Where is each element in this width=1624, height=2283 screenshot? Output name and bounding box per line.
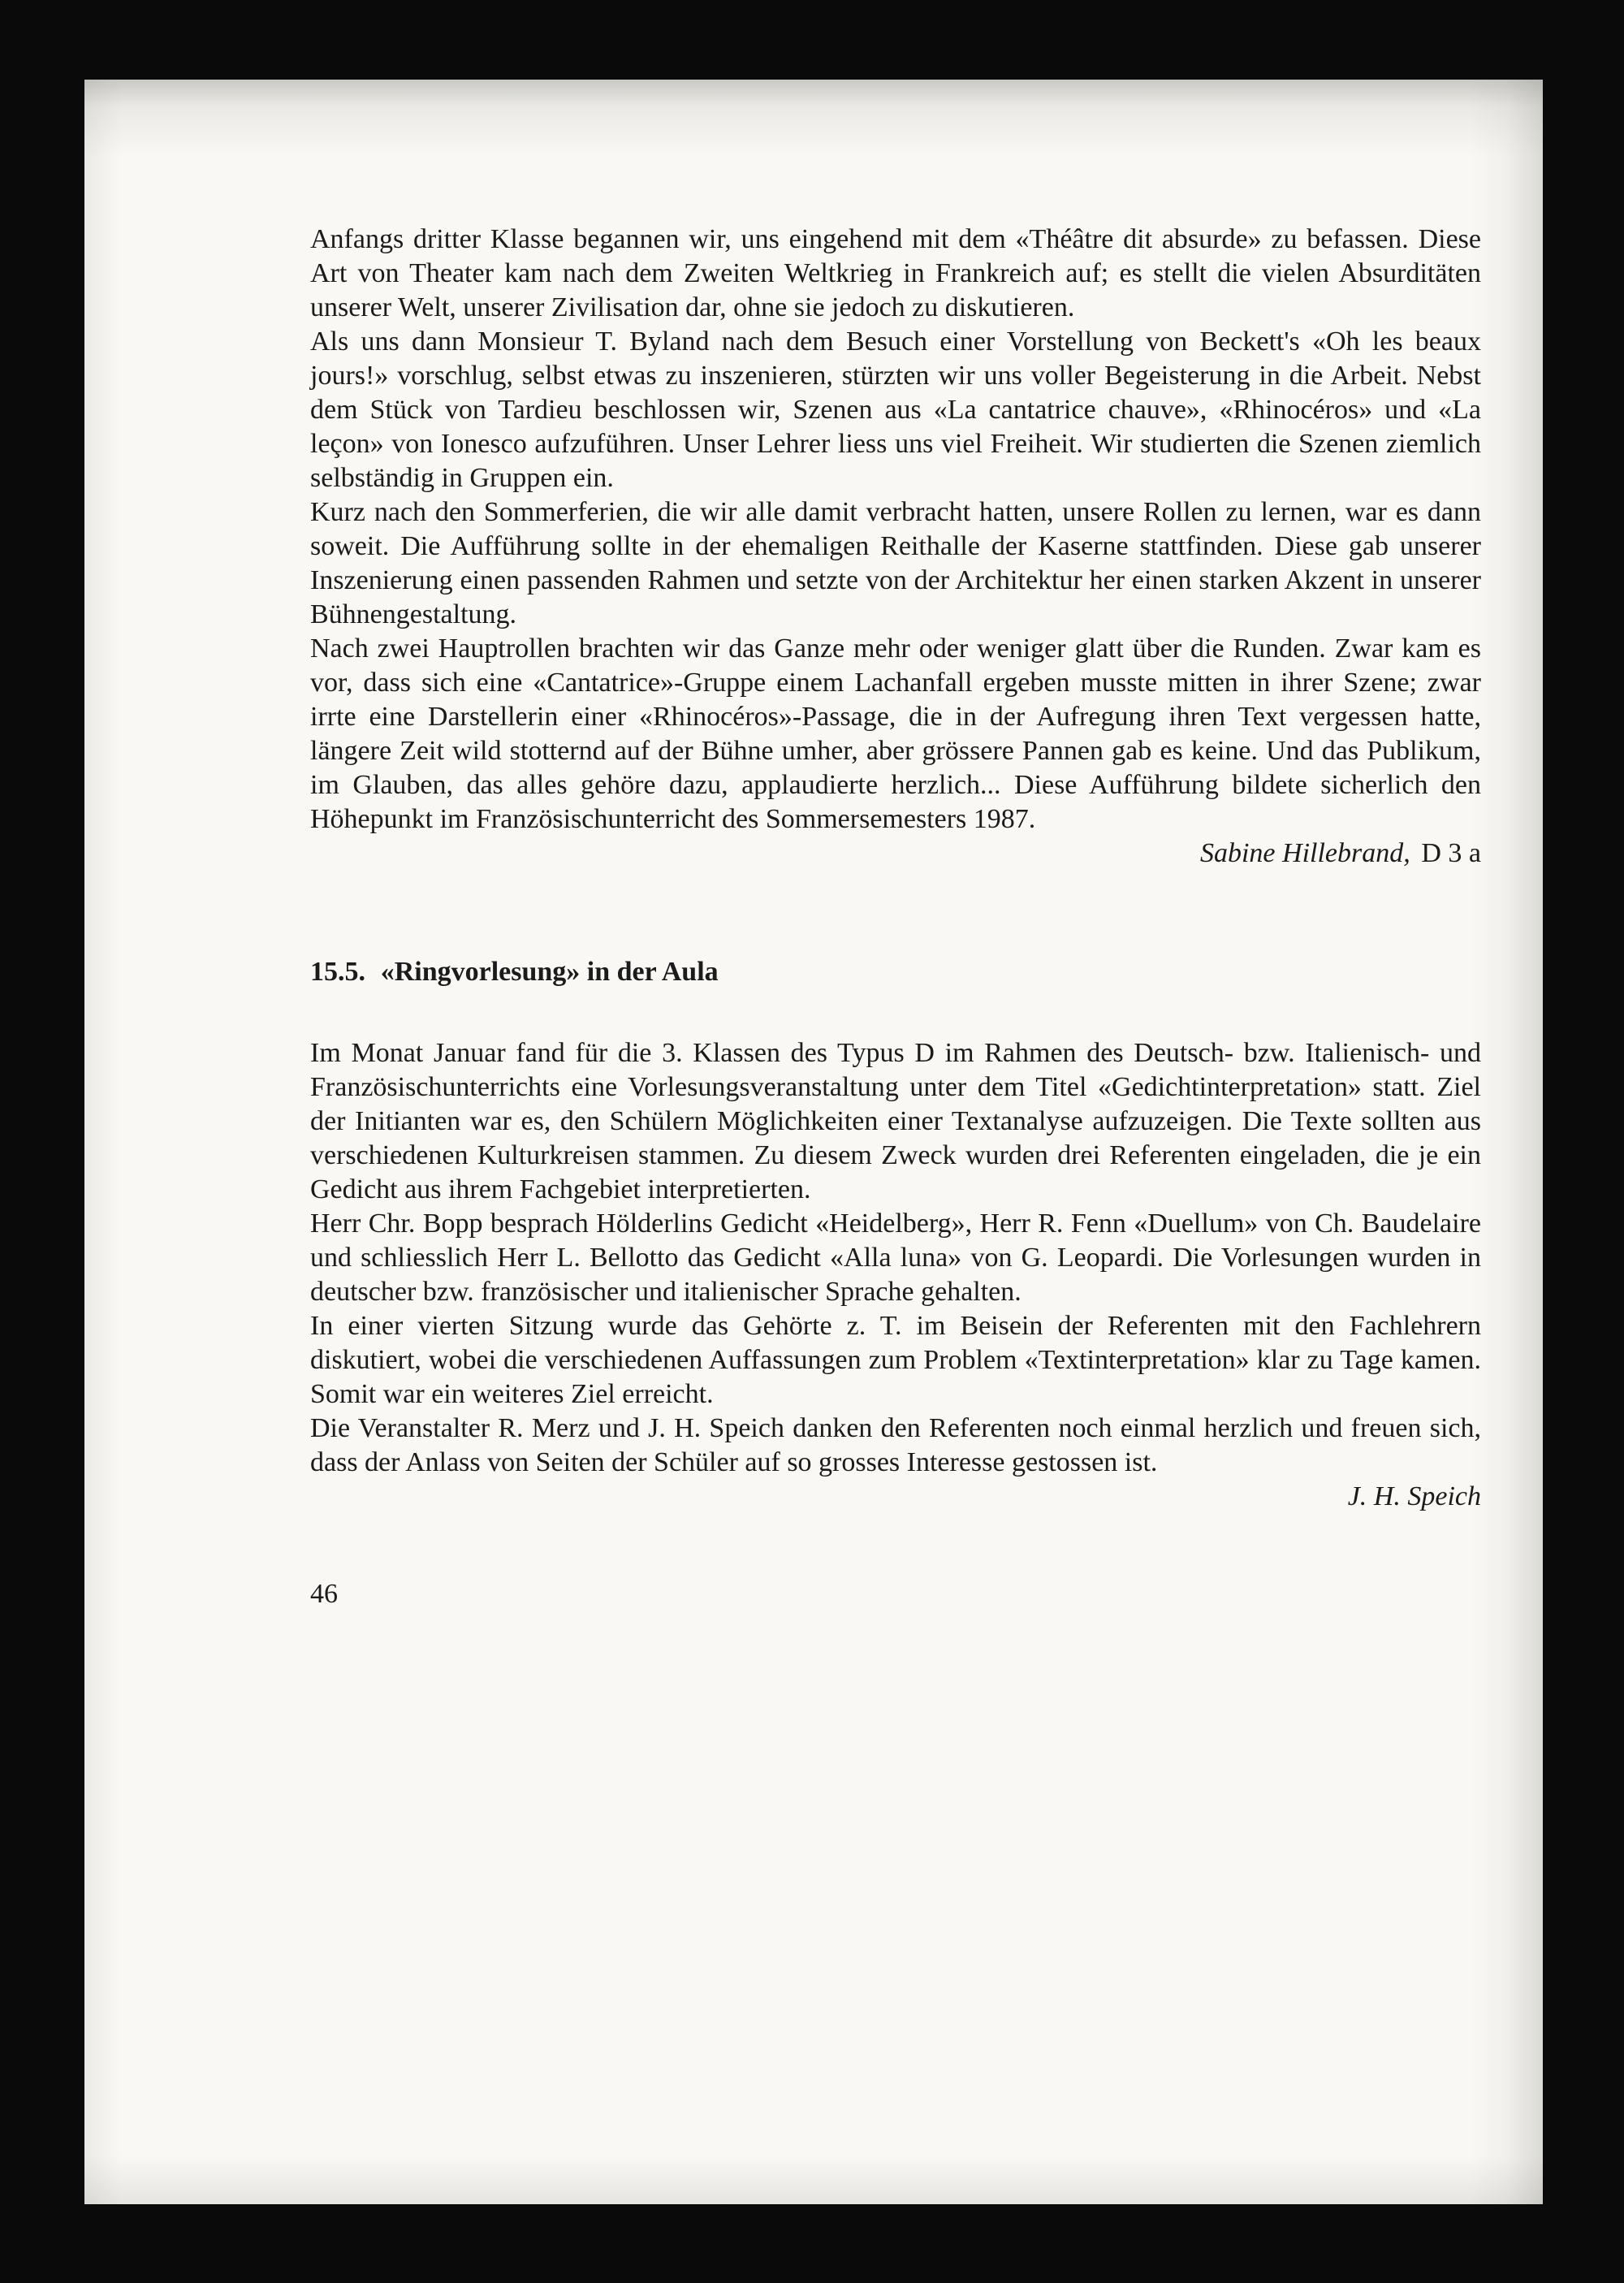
page-number: 46 [310, 1579, 338, 1609]
paragraph-theatre-4: Nach zwei Hauptrollen brachten wir das Ganze mehr oder weniger glatt über die Runden. Zwar kam es vor, dass sich eine «Cantatrice»-Gruppe einem Lachanfall ergeben musste mitten in ihrer Szene; zwar irrte eine Darstellerin einer «Rhinocéros»-Passage, die in der Aufregung ihren Text vergessen hatte, längere Zeit wild stotternd auf der Bühne umher, aber grössere Pannen gab es keine. Und das Publikum, im Glauben, das alles gehöre dazu, applaudierte herzlich... Diese Aufführung bildete sicherlich den Höhepunkt im Französischunterricht des Sommersemesters 1987. [310, 633, 1481, 834]
paragraph-theatre-1: Anfangs dritter Klasse begannen wir, uns eingehend mit dem «Théâtre dit absurde» zu befassen. Diese Art von Theater kam nach dem Zweiten Weltkrieg in Frankreich auf; es stellt die vielen Absurditäten unserer Welt, unserer Zivilisation dar, ohne sie jedoch zu diskutieren. [310, 224, 1481, 322]
paragraph-ringvorlesung-2: Herr Chr. Bopp besprach Hölderlins Gedicht «Heidelberg», Herr R. Fenn «Duellum» von Ch. Baudelaire und schliesslich Herr L. Bellotto das Gedicht «Alla luna» von G. Leopardi. Die Vorlesungen wurden in deutscher bzw. französischer und italienischer Sprache gehalten. [310, 1209, 1481, 1307]
signature-author-name: Sabine Hillebrand, [1199, 838, 1410, 868]
section-heading [310, 955, 1481, 989]
signature-author-class: D 3 a [1421, 838, 1481, 868]
paragraph-theatre-3: Kurz nach den Sommerferien, die wir alle damit verbracht hatten, unsere Rollen zu lernen, war es dann soweit. Die Aufführung sollte in der ehemaligen Reithalle der Kaserne stattfinden. Diese gab unserer Inszenierung einen passenden Rahmen und setzte von der Architektur her einen starken Akzent in unserer Bühnengestaltung. [310, 497, 1481, 629]
section-heading-title: «Ringvorlesung» in der Aula [380, 957, 719, 987]
paragraph-ringvorlesung-4: Die Veranstalter R. Merz und J. H. Speich danken den Referenten noch einmal herzlich und freuen sich, dass der Anlass von Seiten der Schüler auf so grosses Interesse gestossen ist. [310, 1413, 1481, 1477]
book-page [84, 80, 1543, 2204]
signature-line-theatre [310, 837, 1481, 871]
text-block [310, 223, 1481, 1611]
section-heading-number: 15.5. [310, 957, 365, 987]
paragraph-ringvorlesung-3: In einer vierten Sitzung wurde das Gehörte z. T. im Beisein der Referenten mit den Fachlehrern diskutiert, wobei die verschiedenen Auffassungen zum Problem «Textinterpretation» klar zu Tage kamen. Somit war ein weiteres Ziel erreicht. [310, 1311, 1481, 1409]
paragraph-theatre-2: Als uns dann Monsieur T. Byland nach dem Besuch einer Vorstellung von Beckett's «Oh les beaux jours!» vorschlug, selbst etwas zu inszenieren, stürzten wir uns voller Begeisterung in die Arbeit. Nebst dem Stück von Tardieu beschlossen wir, Szenen aus «La cantatrice chauve», «Rhinocéros» und «La leçon» von Ionesco aufzuführen. Unser Lehrer liess uns viel Freiheit. Wir studierten die Szenen ziemlich selbständig in Gruppen ein. [310, 326, 1481, 493]
paragraph-ringvorlesung-1: Im Monat Januar fand für die 3. Klassen des Typus D im Rahmen des Deutsch- bzw. Italienisch- und Französischunterrichts eine Vorlesungsveranstaltung unter dem Titel «Gedichtinterpretation» statt. Ziel der Initianten war es, den Schülern Möglichkeiten einer Textanalyse aufzuzeigen. Die Texte sollten aus verschiedenen Kulturkreisen stammen. Zu diesem Zweck wurden drei Referenten eingeladen, die je ein Gedicht aus ihrem Fachgebiet interpretierten. [310, 1038, 1481, 1204]
signature-line-ringvorlesung: J. H. Speich [1347, 1481, 1481, 1511]
